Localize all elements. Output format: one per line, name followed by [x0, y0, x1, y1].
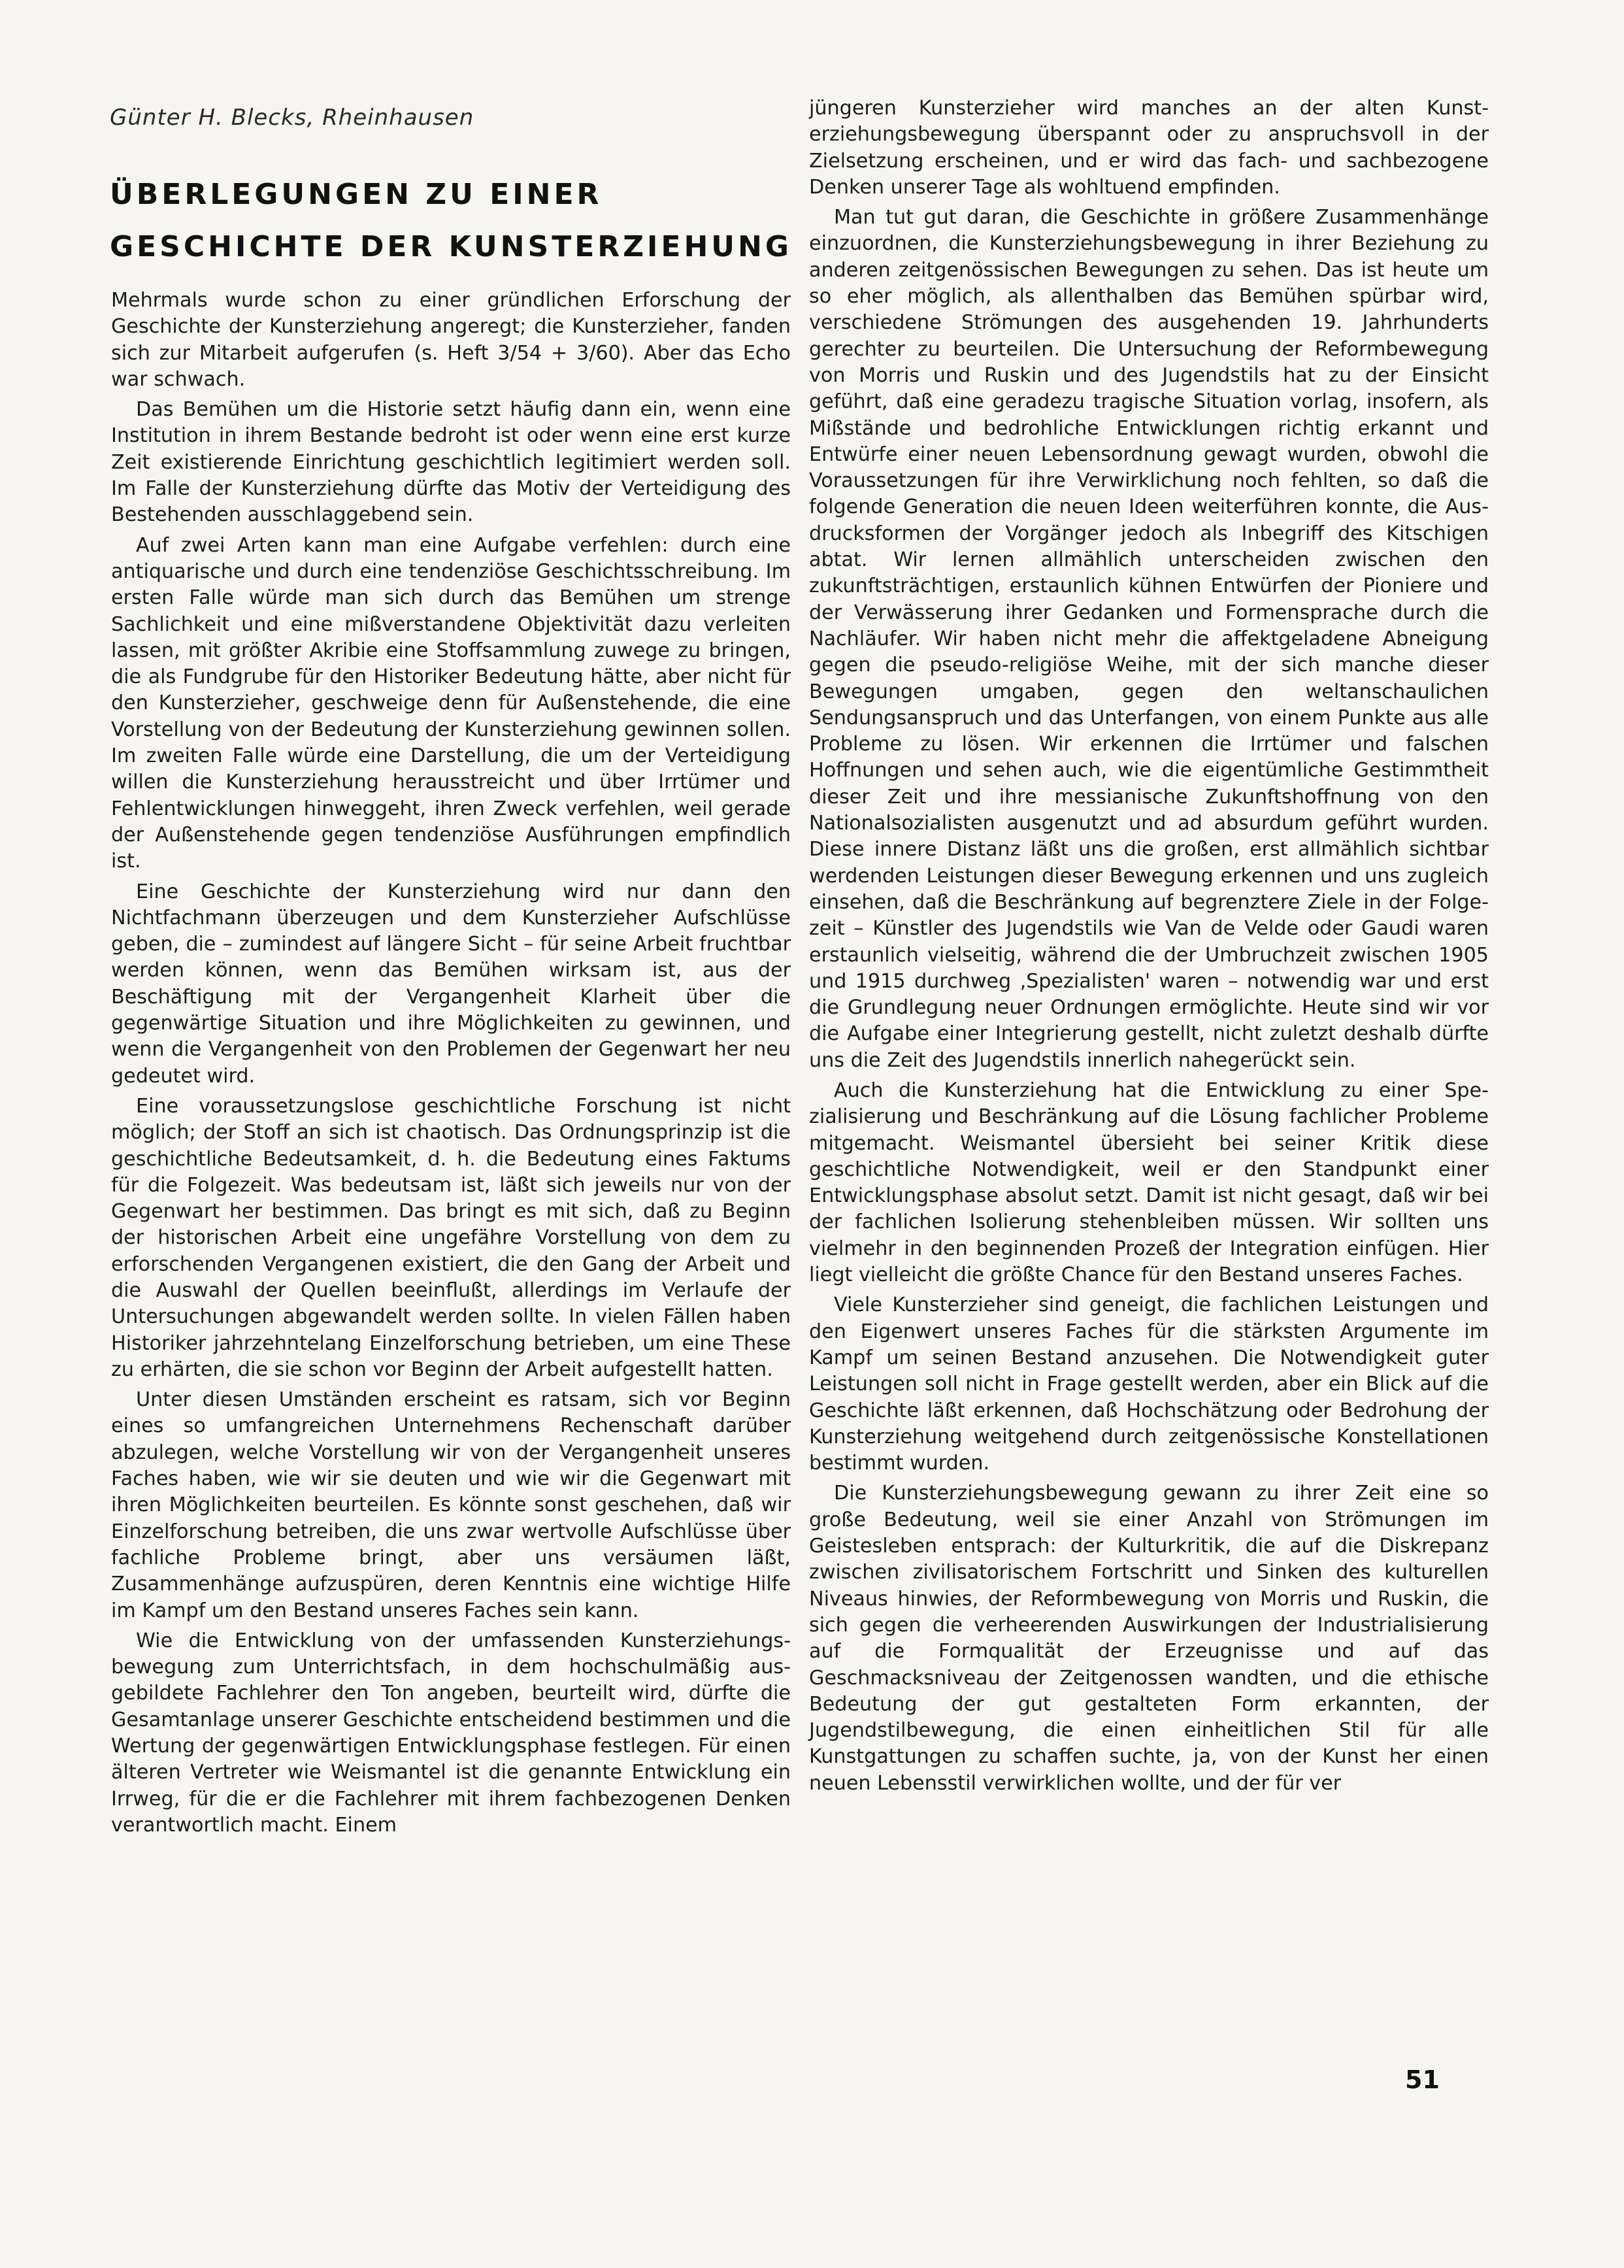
paragraph: Auf zwei Arten kann man eine Aufgabe verfehlen: durch eine antiquarische und durch eine tendenziöse Geschichtsschreibung. Im ersten Falle würde man sich durch das Bemühen um strenge Sachlichkeit und eine mißverstandene Objektivität dazu verleiten lassen, mit größter Akribie eine Stoffsammlung zuwege zu bringen, die als Fundgrube für den Historiker Bedeutung hätte, aber nicht für den Kunsterzieher, geschweige denn für Außenstehende, die eine Vorstellung von der Bedeutung der Kunsterziehung gewinnen sollen. Im zweiten Falle würde eine Darstellung, die um der Verteidigung willen die Kunsterziehung herausstreicht und über Irrtümer und Fehlentwicklungen hinweggeht, ihren Zweck verfehlen, weil gerade der Außenstehende gegen tendenziöse Ausführungen empfindlich ist.	[111, 533, 791, 873]
author-line: Günter H. Blecks, Rheinhausen	[110, 105, 474, 131]
paragraph: Man tut gut daran, die Geschichte in größere Zusammenhänge einzuordnen, die Kunsterziehungsbewegung in ihrer Beziehung zu anderen zeitgenössischen Bewegungen zu sehen. Das ist heute um so eher möglich, als allenthalben das Bemühen spürbar wird, verschiedene Strömungen des ausgehenden 19. Jahrhunderts gerechter zu beurteilen. Die Untersuchung der Reformbewegung von Morris und Ruskin und des Jugendstils hat zu der Einsicht geführt, daß eine geradezu tragische Situation vorlag, insofern, als Mißstände und bedrohliche Entwicklungen richtig erkannt und Entwürfe einer neuen Lebensordnung gewagt wurden, obwohl die Voraussetzungen für ihre Verwirklichung noch fehlten, so daß die folgende Generation die neuen Ideen weiterführen konnte, die Ausdrucksformen der Vorgänger jedoch als Inbegriff des Kitschigen abtat. Wir lernen allmählich unterscheiden zwischen den zukunftsträchtigen, erstaunlich kühnen Entwürfen der Pioniere und der Verwässerung ihrer Gedanken und Formensprache durch die Nachläufer. Wir haben nicht mehr die affektgeladene Abneigung gegen die pseudo-religiöse Weihe, mit der sich manche dieser Bewegungen umgaben, gegen den weltanschaulichen Sendungsanspruch und das Unterfangen, von einem Punkte aus alle Probleme zu lösen. Wir erkennen die Irrtümer und falschen Hoffnungen und sehen auch, wie die eigentümliche Gestimmtheit dieser Zeit und ihre messianische Zukunftshoffnung von den Nationalsozialisten ausgenutzt und ad absurdum geführt wurden. Diese innere Distanz läßt uns die großen, erst allmählich sichtbar werdenden Leistungen dieser Bewegung erkennen und uns zugleich einsehen, daß die Beschränkung auf begrenztere Ziele in der Folgezeit – Künstler des Jugendstils wie Van de Velde oder Gaudi waren erstaunlich vielseitig, während die der Umbruchzeit zwischen 1905 und 1915 durchweg ‚Spezialisten' waren – notwendig war und erst die Grundlegung neuer Ordnungen ermöglichte. Heute sind wir vor die Aufgabe einer Integrierung gestellt, nicht zuletzt deshalb dürfte uns die Zeit des Jugendstils innerlich nahegerückt sein.	[809, 206, 1489, 1072]
paragraph: Das Bemühen um die Historie setzt häufig dann ein, wenn eine Institution in ihrem Bestande bedroht ist oder wenn eine erst kurze Zeit existierende Einrichtung geschichtlich legitimiert werden soll. Im Falle der Kunsterziehung dürfte das Motiv der Verteidigung des Bestehenden ausschlaggebend sein.	[111, 398, 791, 527]
page-number: 51	[1405, 2065, 1440, 2094]
paragraph: jüngeren Kunsterzieher wird manches an der alten Kunsterziehungsbewegung überspannt oder zu anspruchsvoll in der Zielsetzung erscheinen, und er wird das fach- und sachbezogene Denken unserer Tage als wohltuend empfinden.	[809, 97, 1489, 199]
right-text-column	[809, 95, 1489, 1801]
title-line-1: ÜBERLEGUNGEN ZU EINER	[110, 178, 603, 211]
paragraph: Auch die Kunsterziehung hat die Entwicklung zu einer Spezialisierung und Beschränkung auf die Lösung fachlicher Probleme mitgemacht. Weismantel übersieht bei seiner Kritik diese geschichtliche Notwendigkeit, weil er den Standpunkt einer Entwicklungsphase absolut setzt. Damit ist nicht gesagt, daß wir bei der fachlichen Isolierung stehenbleiben müssen. Wir sollten uns vielmehr in den beginnenden Prozeß der Integration einfügen. Hier liegt vielleicht die größte Chance für den Bestand unseres Faches.	[809, 1078, 1489, 1287]
paragraph: Eine voraussetzungslose geschichtliche Forschung ist nicht möglich; der Stoff an sich ist chaotisch. Das Ordnungsprinzip ist die geschichtliche Bedeutsamkeit, d. h. die Bedeutung eines Faktums für die Folgezeit. Was bedeutsam ist, läßt sich jeweils nur von der Gegenwart her bestimmen. Das bringt es mit sich, daß zu Beginn der historischen Arbeit eine ungefähre Vorstellung von dem zu erforschenden Vergangenen existiert, die den Gang der Arbeit und die Auswahl der Quellen beeinflußt, allerdings im Verlaufe der Untersuchungen abgewandelt werden sollte. In vielen Fällen haben Historiker jahrzehntelang Einzelforschung betrieben, um eine These zu erhärten, die sie schon vor Beginn der Arbeit aufgestellt hatten.	[111, 1094, 791, 1381]
paragraph: Wie die Entwicklung von der umfassenden Kunsterziehungsbewegung zum Unterrichtsfach, in dem hochschulmäßig ausgebildete Fachlehrer den Ton angeben, beurteilt wird, dürfte die Gesamtanlage unserer Geschichte entscheidend bestimmen und die Wertung der gegenwärtigen Entwicklungsphase festlegen. Für einen älteren Vertreter wie Weismantel ist die genannte Entwicklung ein Irrweg, für die er die Fachlehrer mit ihrem fachbezogenen Denken verantwortlich macht. Einem	[111, 1629, 791, 1837]
paragraph: Die Kunsterziehungsbewegung gewann zu ihrer Zeit eine so große Bedeutung, weil sie einer Anzahl von Strömungen im Geistesleben entsprach: der Kulturkritik, die auf die Diskrepanz zwischen zivilisatorischem Fortschritt und Sinken des kulturellen Niveaus hinwies, der Reformbewegung von Morris und Ruskin, die sich gegen die verheerenden Auswirkungen der Industrialisierung auf die Formqualität der Erzeugnisse und auf das Geschmacksniveau der Zeitgenossen wandten, und die ethische Bedeutung der gut gestalteten Form erkannten, der Jugendstilbewegung, die einen einheitlichen Stil für alle Kunstgattungen zu schaffen suchte, ja, von der Kunst her einen neuen Lebensstil verwirklichen wollte, und der für ver	[809, 1482, 1489, 1795]
paragraph: Unter diesen Umständen erscheint es ratsam, sich vor Beginn eines so umfangreichen Unternehmens Rechenschaft darüber abzulegen, welche Vorstellung wir von der Vergangenheit unseres Faches haben, wie wir sie deuten und wie wir die Gegenwart mit ihren Möglichkeiten beurteilen. Es könnte sonst geschehen, daß wir Einzelforschung betreiben, die uns zwar wertvolle Aufschlüsse über fachliche Probleme bringt, aber uns versäumen läßt, Zusammenhänge aufzuspüren, deren Kenntnis eine wichtige Hilfe im Kampf um den Bestand unseres Faches sein kann.	[111, 1388, 791, 1622]
left-text-column	[111, 288, 791, 1843]
paragraph: Mehrmals wurde schon zu einer gründlichen Erforschung der Geschichte der Kunsterziehung angeregt; die Kunsterzieher, fanden sich zur Mitarbeit aufgerufen (s. Heft 3/54 + 3/60). Aber das Echo war schwach.	[111, 289, 791, 391]
paragraph: Viele Kunsterzieher sind geneigt, die fachlichen Leistungen und den Eigenwert unseres Faches für die stärksten Argumente im Kampf um seinen Bestand anzusehen. Die Notwendigkeit guter Leistungen soll nicht in Frage gestellt werden, aber ein Blick auf die Geschichte läßt erkennen, daß Hochschätzung oder Bedrohung der Kunsterziehung weitgehend durch zeitgenössische Konstellationen bestimmt wurden.	[809, 1293, 1489, 1475]
title-line-2: GESCHICHTE DER KUNSTERZIEHUNG	[110, 230, 792, 263]
article-title	[110, 169, 803, 273]
paragraph: Eine Geschichte der Kunsterziehung wird nur dann den Nichtfachmann überzeugen und dem Kunsterzieher Aufschlüsse geben, die – zumindest auf längere Sicht – für seine Arbeit fruchtbar werden können, wenn das Bemühen wirksam ist, aus der Beschäftigung mit der Vergangenheit Klarheit über die gegenwärtige Situation und ihre Möglichkeiten zu gewinnen, und wenn die Vergangenheit von den Problemen der Gegenwart her neu gedeutet wird.	[111, 880, 791, 1088]
